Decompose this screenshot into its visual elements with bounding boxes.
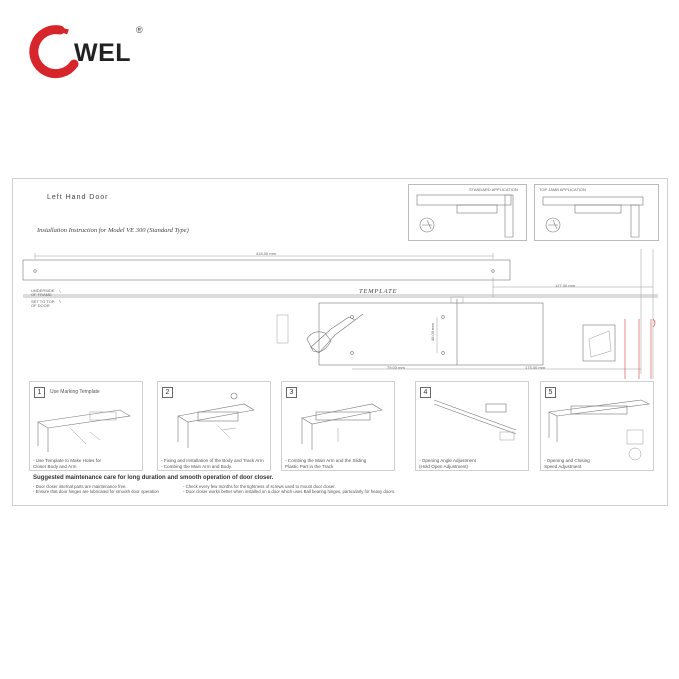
dimension-175: 175.00 mm <box>525 365 546 370</box>
template-label: TEMPLATE <box>359 288 398 295</box>
step-5-illustration <box>541 382 653 470</box>
brand-logo <box>30 24 150 76</box>
step-1-number: 1 <box>34 387 45 398</box>
dimension-127: 127.00 mm <box>555 283 576 288</box>
step-4-number: 4 <box>420 387 431 398</box>
step-3-caption-2: Plastic Part in the Track <box>285 464 334 469</box>
logo-text: WEL <box>74 39 132 67</box>
step-1-caption-2: Closer Body and Arm <box>33 464 77 469</box>
step-2-caption-1: - Fixing and Installation of the Body and Track Arm <box>161 458 264 463</box>
step-1-caption-1: - Use Template to Make Holes for <box>33 458 102 463</box>
step-3-panel <box>281 381 395 471</box>
step-1-heading: Use Marking Template <box>50 389 100 395</box>
standard-application-label: STANDARD APPLICATION <box>469 187 518 192</box>
set-top-label-1: SET TO TOP <box>31 299 55 304</box>
step-4-panel <box>415 381 529 471</box>
step-1-panel <box>29 381 143 471</box>
sheet-title: Left Hand Door <box>47 194 109 201</box>
step-4-caption-2: (Hold Open Adjustment) <box>419 464 469 469</box>
underside-label-2: OF FRAME <box>31 292 52 297</box>
step-2-illustration <box>158 382 270 470</box>
step-5-caption-1: - Opening and Closing <box>544 458 590 463</box>
step-4-caption-1: - Opening Angle Adjustment <box>419 458 476 463</box>
registered-mark: ® <box>136 25 143 35</box>
step-5-panel <box>540 381 654 471</box>
instruction-sheet <box>12 178 668 506</box>
underside-label-1: UNDERSIDE <box>31 288 55 293</box>
maintenance-heading: Suggested maintenance care for long duration and smooth operation of door closer. <box>33 475 274 481</box>
step-3-caption-1: - Combing the Main Arm and the Sliding <box>285 458 367 463</box>
top-jamb-application-label: TOP JAMB APPLICATION <box>539 187 586 192</box>
step-5-number: 5 <box>545 387 556 398</box>
step-2-number: 2 <box>162 387 173 398</box>
step-2-panel <box>157 381 271 471</box>
step-1-illustration <box>30 382 142 470</box>
dimension-79: 79.00 mm <box>387 365 405 370</box>
step-4-illustration <box>416 382 528 470</box>
maintenance-left-2: - Ensure that door hinges are lubricated for smooth door operation <box>33 489 159 494</box>
dimension-48: 48.00 mm <box>430 323 435 341</box>
step-5-caption-2: Speed Adjustment <box>544 464 582 469</box>
maintenance-right-2: - Door closer works better when installed on a door which uses Ball bearing hinges, particularly for heavy doors. <box>183 489 396 494</box>
step-3-number: 3 <box>286 387 297 398</box>
step-3-illustration <box>282 382 394 470</box>
sheet-subtitle: Installation Instruction for Model VE 300 (Standard Type) <box>37 227 189 234</box>
set-top-label-2: OF DOOR <box>31 303 50 308</box>
maintenance-right-1: - Check every few months for the tightness of screws used to mount door closer. <box>183 484 336 489</box>
maintenance-left-1: - Door closer internal parts are maintenance free. <box>33 484 127 489</box>
step-2-caption-2: - Combing the Main Arm and Body. <box>161 464 233 469</box>
dimension-415: 415.00 mm <box>256 251 277 256</box>
